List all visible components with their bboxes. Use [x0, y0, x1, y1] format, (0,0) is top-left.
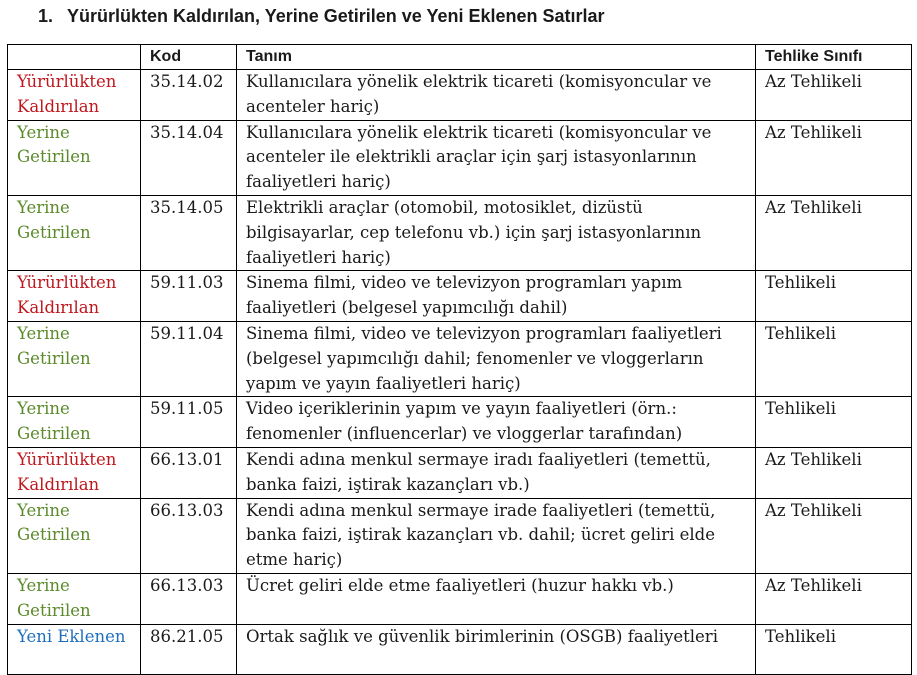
table-row [8, 397, 912, 448]
table-row [8, 498, 912, 573]
column-header-hazard-class: Tehlike Sınıfı [756, 45, 912, 70]
changed-lines-table [7, 44, 912, 675]
table-row [8, 195, 912, 270]
row-description: Kendi adına menkul sermaye iradı faaliyetleri (temettü, banka faizi, iştirak kazançları vb.) [237, 447, 756, 498]
row-description: Elektrikli araçlar (otomobil, motosiklet, dizüstü bilgisayarlar, cep telefonu vb.) için şarj istasyonlarının faaliyetleri hariç) [237, 195, 756, 270]
row-description: Kendi adına menkul sermaye irade faaliyetleri (temettü, banka faizi, iştirak kazançları vb. dahil; ücret geliri elde etme hariç) [237, 498, 756, 573]
section-heading [38, 4, 605, 28]
row-hazard-class: Tehlikeli [756, 321, 912, 396]
row-code: 66.13.03 [141, 573, 237, 624]
row-code: 59.11.03 [141, 271, 237, 322]
row-status: Yürürlükten Kaldırılan [8, 447, 141, 498]
table-row [8, 120, 912, 195]
row-status: Yerine Getirilen [8, 498, 141, 573]
column-header-code: Kod [141, 45, 237, 70]
row-status: Yerine Getirilen [8, 573, 141, 624]
row-hazard-class: Az Tehlikeli [756, 498, 912, 573]
row-description: Video içeriklerinin yapım ve yayın faaliyetleri (örn.: fenomenler (influencerlar) ve vloggerlar tarafından) [237, 397, 756, 448]
row-hazard-class: Az Tehlikeli [756, 573, 912, 624]
row-code: 86.21.05 [141, 624, 237, 674]
table-row [8, 624, 912, 674]
row-code: 59.11.04 [141, 321, 237, 396]
table-row [8, 447, 912, 498]
row-status: Yerine Getirilen [8, 321, 141, 396]
row-hazard-class: Tehlikeli [756, 271, 912, 322]
row-code: 66.13.01 [141, 447, 237, 498]
row-code: 35.14.05 [141, 195, 237, 270]
row-code: 66.13.03 [141, 498, 237, 573]
section-title: Yürürlükten Kaldırılan, Yerine Getirilen ve Yeni Eklenen Satırlar [67, 6, 605, 26]
table-row [8, 70, 912, 121]
row-hazard-class: Az Tehlikeli [756, 120, 912, 195]
row-status: Yürürlükten Kaldırılan [8, 70, 141, 121]
section-number: 1. [38, 6, 54, 26]
table-row [8, 321, 912, 396]
row-hazard-class: Az Tehlikeli [756, 195, 912, 270]
row-status: Yerine Getirilen [8, 195, 141, 270]
row-code: 35.14.04 [141, 120, 237, 195]
row-hazard-class: Tehlikeli [756, 624, 912, 674]
row-description: Kullanıcılara yönelik elektrik ticareti (komisyoncular ve acenteler hariç) [237, 70, 756, 121]
row-hazard-class: Az Tehlikeli [756, 70, 912, 121]
row-description: Sinema filmi, video ve televizyon programları faaliyetleri (belgesel yapımcılığı dahil; fenomenler ve vloggerların yapım ve yayın faaliyetleri hariç) [237, 321, 756, 396]
row-status: Yerine Getirilen [8, 397, 141, 448]
row-status: Yeni Eklenen [8, 624, 141, 674]
row-status: Yerine Getirilen [8, 120, 141, 195]
row-description: Kullanıcılara yönelik elektrik ticareti (komisyoncular ve acenteler ile elektrikli araçlar için şarj istasyonlarının faaliyetleri hariç) [237, 120, 756, 195]
row-code: 35.14.02 [141, 70, 237, 121]
row-description: Sinema filmi, video ve televizyon programları yapım faaliyetleri (belgesel yapımcılığı dahil) [237, 271, 756, 322]
column-header-description: Tanım [237, 45, 756, 70]
table-header-row [8, 45, 912, 70]
row-description: Ortak sağlık ve güvenlik birimlerinin (OSGB) faaliyetleri [237, 624, 756, 674]
row-code: 59.11.05 [141, 397, 237, 448]
table-row [8, 271, 912, 322]
column-header-status [8, 45, 141, 70]
table-row [8, 573, 912, 624]
row-hazard-class: Az Tehlikeli [756, 447, 912, 498]
row-description: Ücret geliri elde etme faaliyetleri (huzur hakkı vb.) [237, 573, 756, 624]
row-status: Yürürlükten Kaldırılan [8, 271, 141, 322]
row-hazard-class: Tehlikeli [756, 397, 912, 448]
